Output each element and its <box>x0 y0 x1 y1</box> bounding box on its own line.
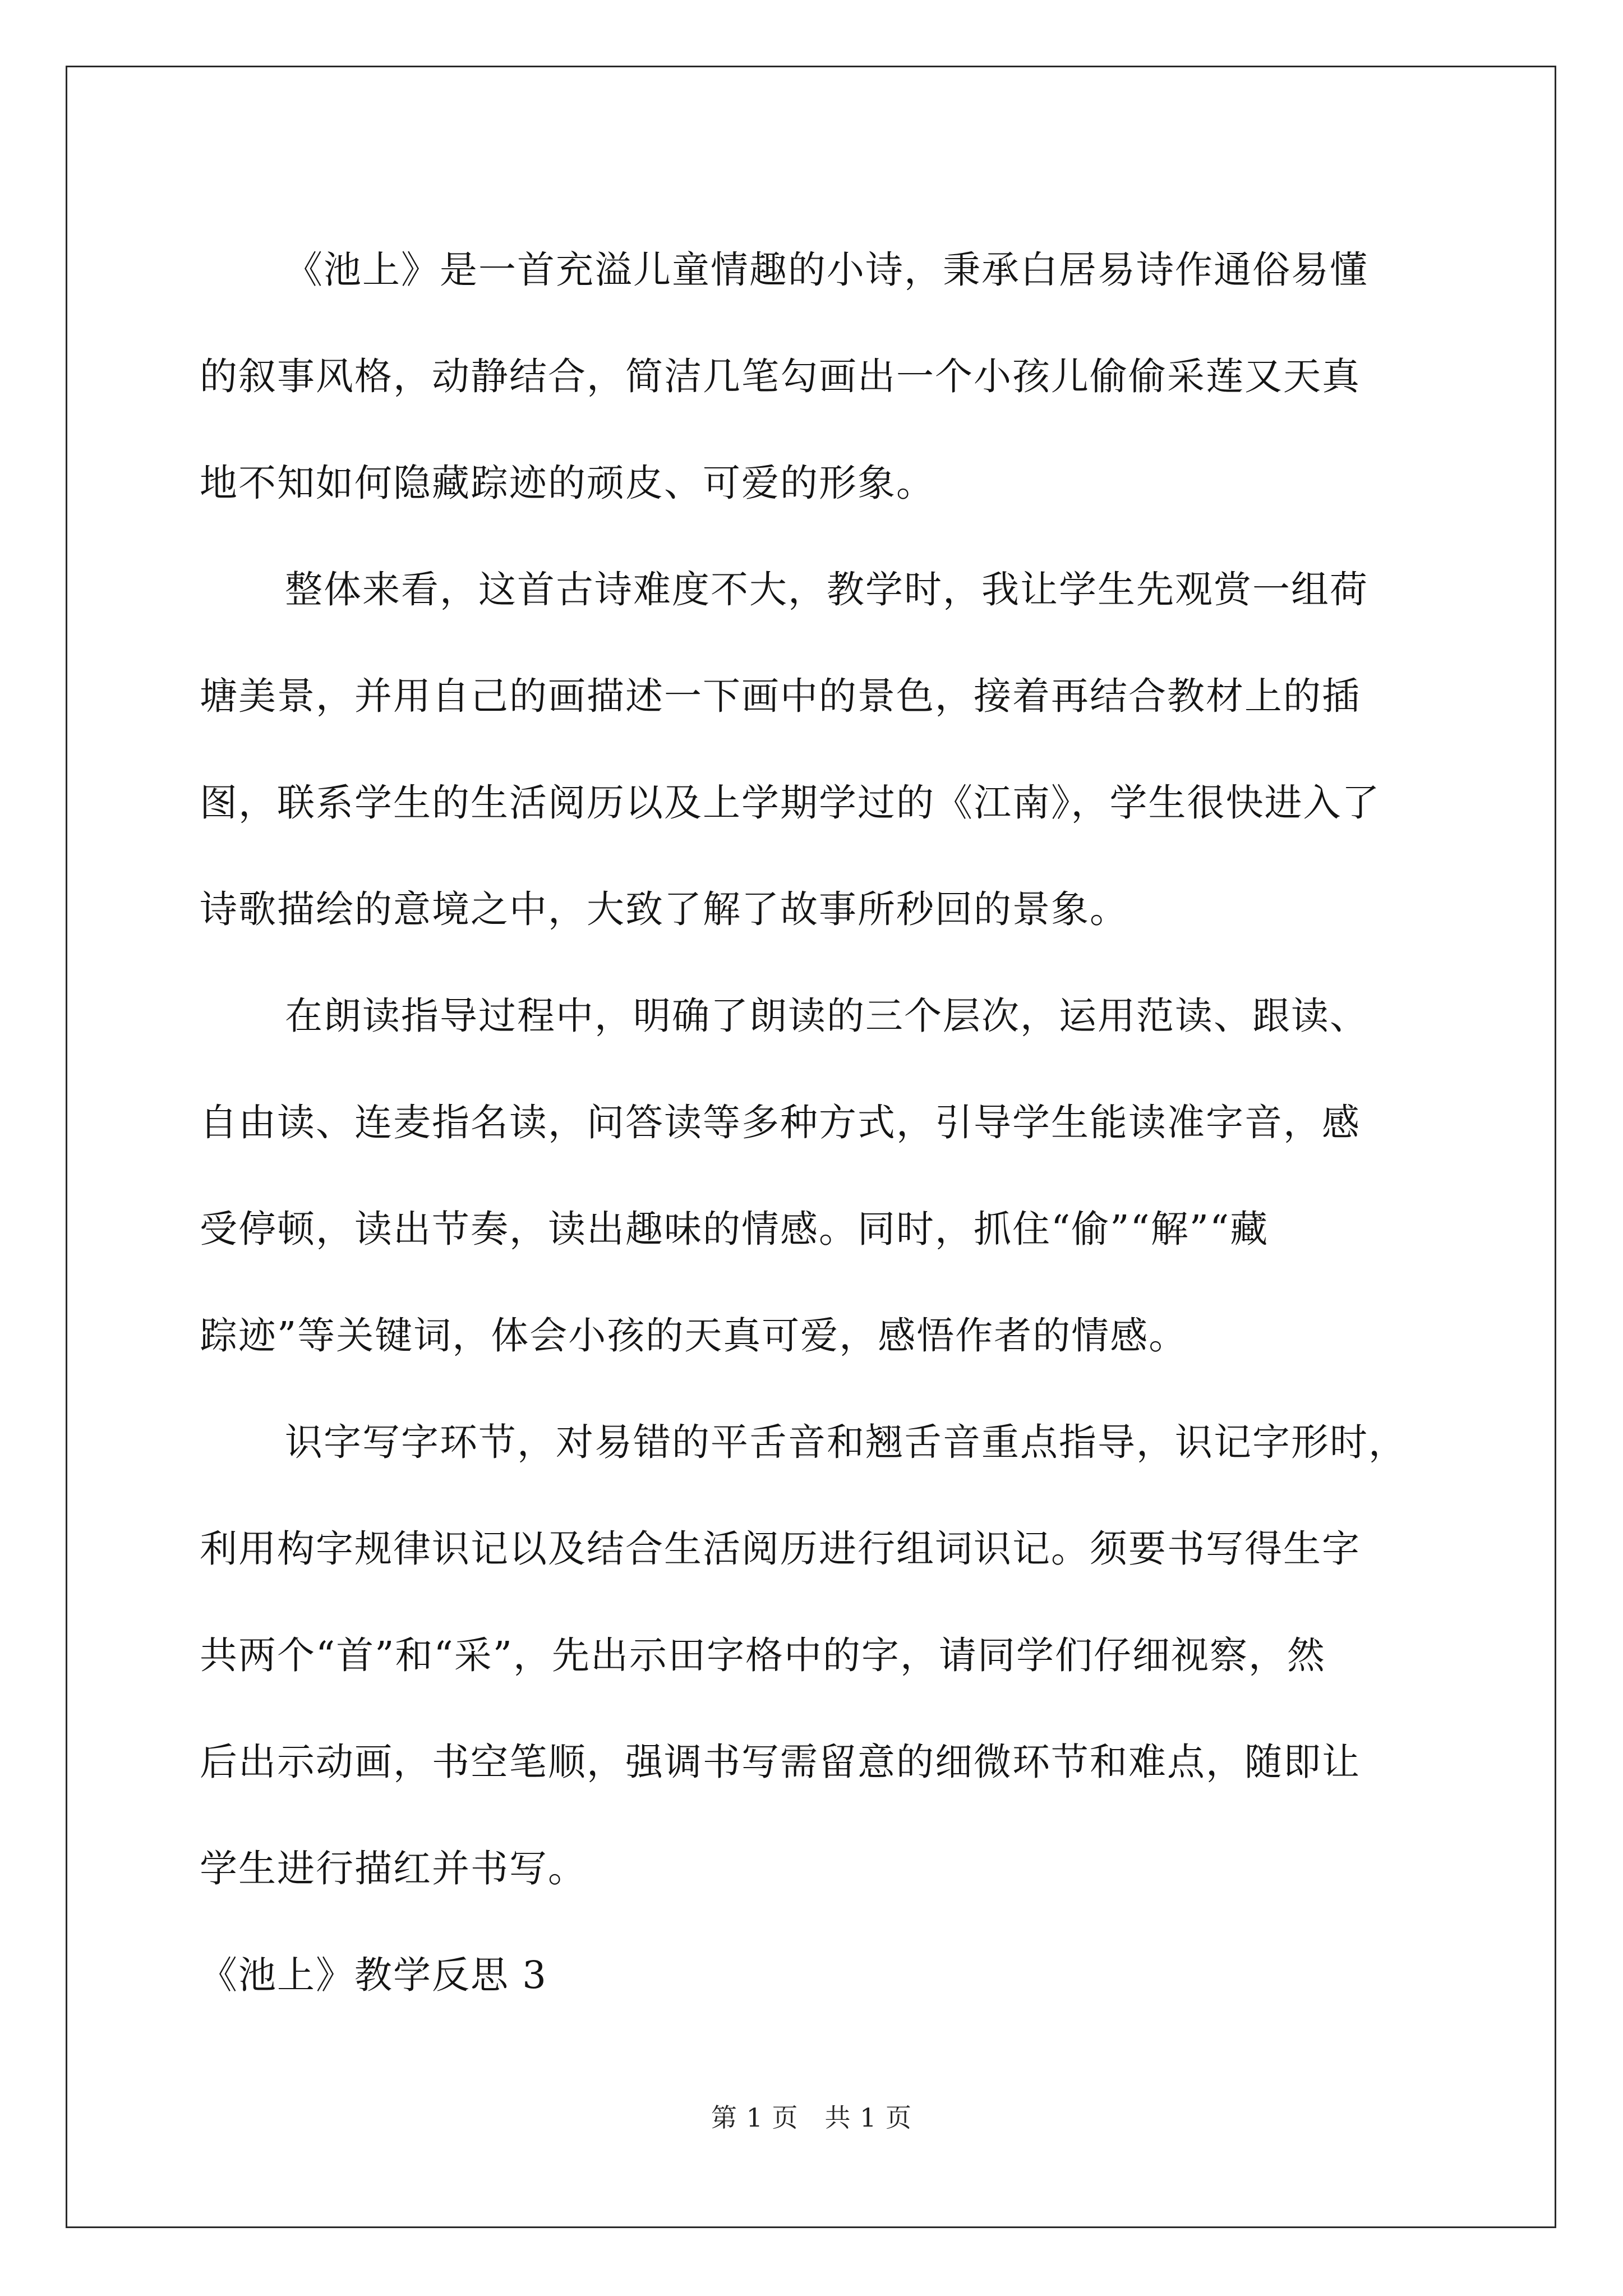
text-line: 《池上》是一首充溢儿童情趣的小诗，秉承白居易诗作通俗易懂 <box>285 248 1368 292</box>
text-line: 后出示动画，书空笔顺，强调书写需留意的细微环节和难点，随即让 <box>200 1740 1361 1784</box>
paragraph <box>200 963 1428 1389</box>
text-line: 塘美景，并用自己的画描述一下画中的景色，接着再结合教材上的插 <box>200 674 1361 718</box>
paragraph <box>200 217 1428 536</box>
text-line: 图，联系学生的生活阅历以及上学期学过的《江南》，学生很快进入了 <box>200 781 1381 825</box>
text-line: 在朗读指导过程中，明确了朗读的三个层次，运用范读、跟读、 <box>285 994 1368 1038</box>
paragraph <box>200 1389 1428 1922</box>
text-line: 识字写字环节，对易错的平舌音和翘舌音重点指导，识记字形时， <box>285 1420 1407 1464</box>
page-footer: 第 1 页 共 1 页 <box>711 2102 912 2133</box>
text-line: 利用构字规律识记以及结合生活阅历进行组词识记。须要书写得生字 <box>200 1527 1361 1571</box>
text-line: 受停顿，读出节奏，读出趣味的情感。同时，抓住“偷”“解”“藏 <box>200 1207 1269 1251</box>
document-body <box>200 217 1428 2028</box>
text-line: 学生进行描红并书写。 <box>200 1847 587 1890</box>
text-line: 的叙事风格，动静结合，简洁几笔勾画出一个小孩儿偷偷采莲又天真 <box>200 355 1361 398</box>
text-line: 诗歌描绘的意境之中，大致了解了故事所秒回的景象。 <box>200 887 1128 931</box>
text-line: 自由读、连麦指名读，问答读等多种方式，引导学生能读准字音，感 <box>200 1101 1361 1144</box>
text-line: 整体来看，这首古诗难度不大，教学时，我让学生先观赏一组荷 <box>285 568 1368 611</box>
section-heading: 《池上》教学反思 3 <box>200 1953 547 1997</box>
paragraph <box>200 536 1428 963</box>
text-line: 地不知如何隐藏踪迹的顽皮、可爱的形象。 <box>200 461 935 505</box>
text-line: 踪迹”等关键词，体会小孩的天真可爱，感悟作者的情感。 <box>200 1314 1188 1358</box>
text-line: 共两个“首”和“采”，先出示田字格中的字，请同学们仔细视察，然 <box>200 1634 1326 1677</box>
